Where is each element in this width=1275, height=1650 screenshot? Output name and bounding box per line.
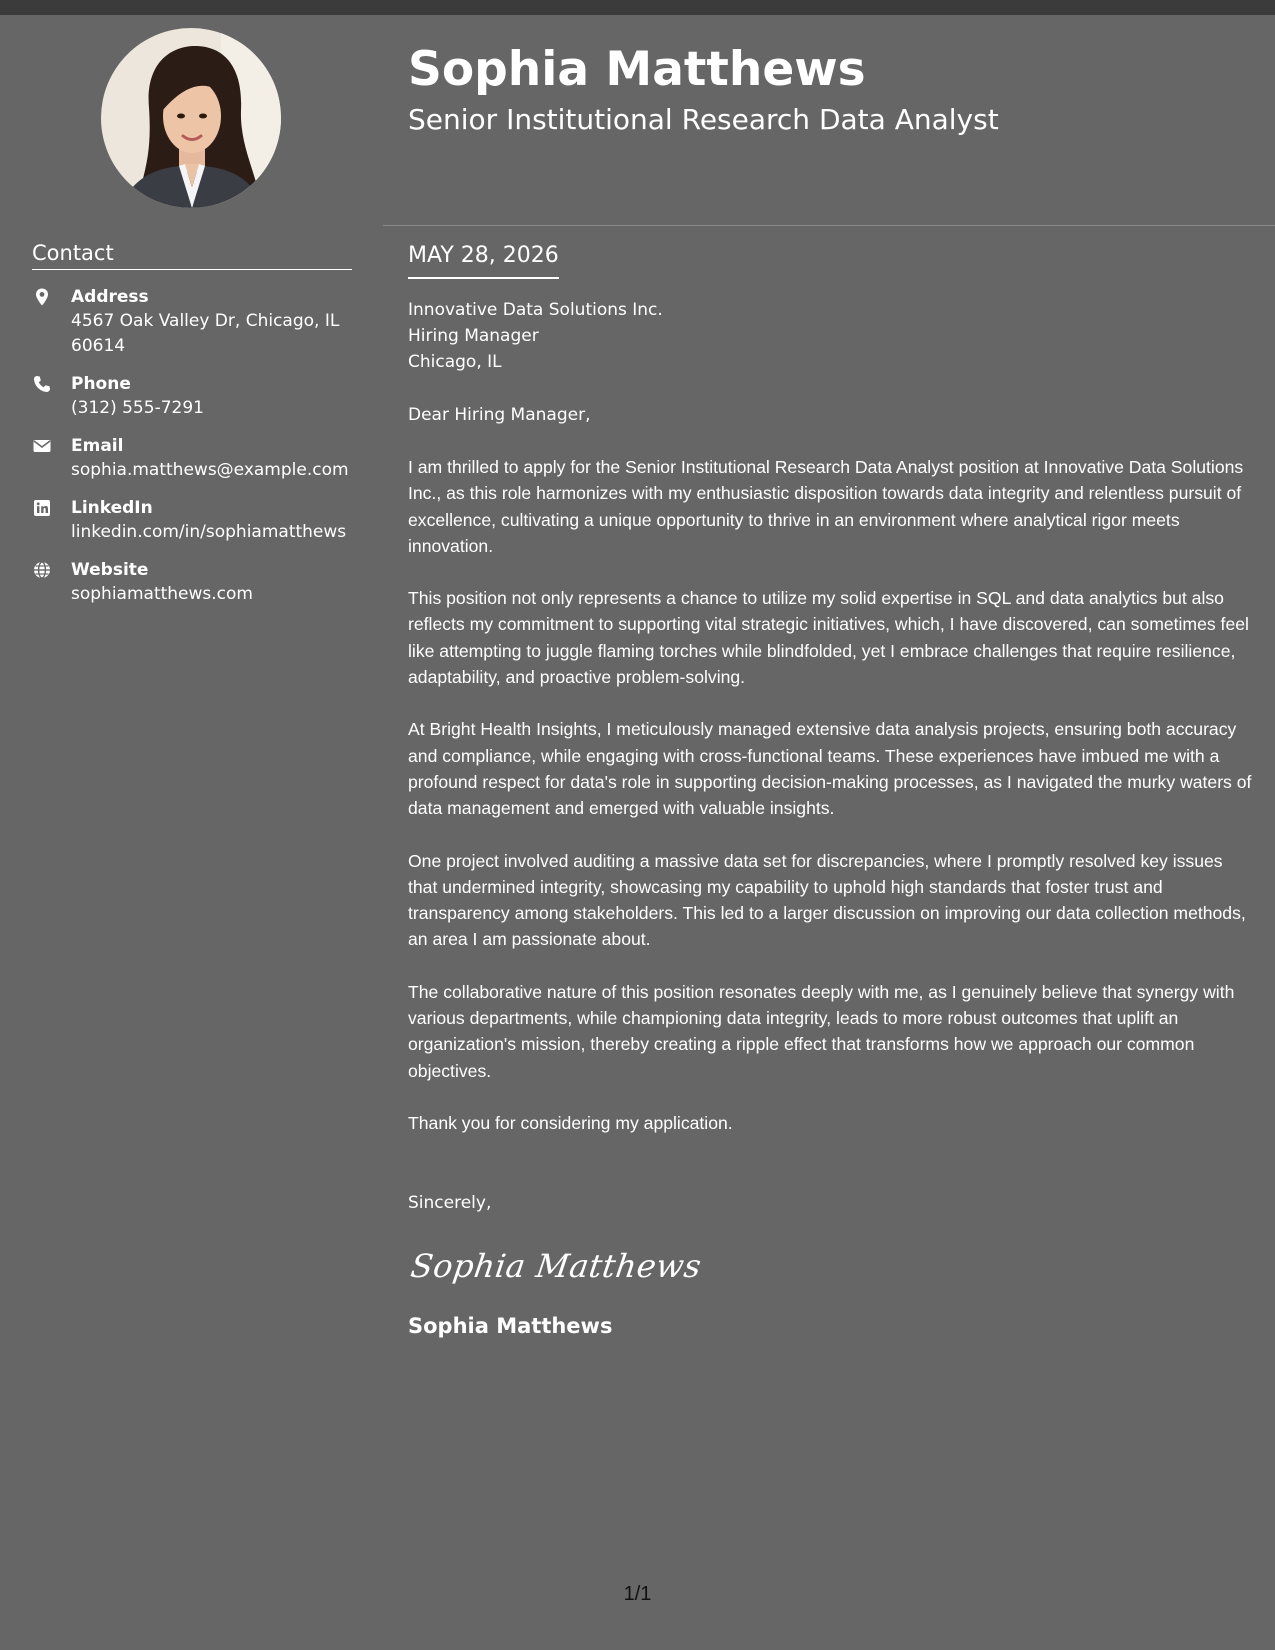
envelope-icon xyxy=(32,436,52,456)
email-link[interactable]: sophia.matthews@example.com xyxy=(71,460,349,480)
letter-date: MAY 28, 2026 xyxy=(408,241,559,279)
website-link[interactable]: sophiamatthews.com xyxy=(71,584,253,604)
letter-paragraph-5: The collaborative nature of this position resonates deeply with me, as I genuinely believe that synergy with various departments, while championing data integrity, leads to more robust outcomes that uplift an organization's mission, thereby creating a ripple effect that transforms how we approach our common objectives. xyxy=(408,981,1235,1081)
contact-heading: Contact xyxy=(32,241,352,270)
contact-item-phone xyxy=(32,372,362,421)
cover-letter-page xyxy=(0,15,1275,1650)
letter-header xyxy=(383,15,1275,226)
contact-item-address xyxy=(32,285,362,359)
phone-icon xyxy=(32,374,52,394)
letter-paragraph-1: I am thrilled to apply for the Senior Institutional Research Data Analyst position at Innovative Data Solutions Inc., as this role harmonizes with my enthusiastic disposition towards data integrity and relentless pursuit of excellence, cultivating a unique opportunity to thrive in an environment where analytical rigor meets innovation. xyxy=(408,457,1244,556)
letter-paragraph-4: One project involved auditing a massive data set for discrepancies, where I promptly resolved key issues that undermined integrity, showcasing my capability to uphold high standards that foster trust and transparency among stakeholders. This led to a larger discussion on improving our data collection methods, an area I am passionate about. xyxy=(408,850,1246,950)
viewer-top-bar xyxy=(0,0,1275,15)
map-pin-icon xyxy=(32,287,52,307)
address-label: Address xyxy=(71,287,149,307)
contact-item-email xyxy=(32,434,362,483)
sidebar xyxy=(0,15,383,1650)
salutation: Dear Hiring Manager, xyxy=(408,405,591,425)
printed-name: Sophia Matthews xyxy=(408,1314,613,1339)
contact-list xyxy=(32,285,362,620)
linkedin-link[interactable]: linkedin.com/in/sophiamatthews xyxy=(71,522,347,542)
phone-label: Phone xyxy=(71,374,131,394)
profile-photo-icon xyxy=(101,28,281,208)
recipient-location: Chicago, IL xyxy=(408,352,502,372)
handwritten-signature: Sophia Matthews xyxy=(408,1247,704,1286)
phone-link[interactable]: (312) 555-7291 xyxy=(71,398,204,418)
job-title: Senior Institutional Research Data Analyst xyxy=(408,103,999,136)
letter-paragraph-6: Thank you for considering my application. xyxy=(408,1112,733,1133)
letter-paragraph-3: At Bright Health Insights, I meticulously managed extensive data analysis projects, ensuring both accuracy and compliance, while engaging with cross-functional teams. These experiences have imbued me with a profound respect for data's role in supporting decision-making processes, as I navigated the murky waters of data management and emerged with valuable insights. xyxy=(408,719,1252,819)
linkedin-icon xyxy=(32,498,52,518)
letter-body xyxy=(408,241,1253,1340)
recipient-company: Innovative Data Solutions Inc. xyxy=(408,300,663,320)
address-value: 4567 Oak Valley Dr, Chicago, IL 60614 xyxy=(71,311,340,356)
contact-item-linkedin xyxy=(32,496,362,545)
contact-item-website xyxy=(32,558,362,607)
applicant-name: Sophia Matthews xyxy=(408,42,866,97)
globe-icon xyxy=(32,560,52,580)
recipient-block xyxy=(408,297,1253,375)
recipient-attention: Hiring Manager xyxy=(408,326,539,346)
avatar xyxy=(101,28,281,208)
website-label: Website xyxy=(71,560,149,580)
linkedin-label: LinkedIn xyxy=(71,498,153,518)
letter-paragraph-2: This position not only represents a chance to utilize my solid expertise in SQL and data analytics but also reflects my commitment to supporting vital strategic initiatives, which, I have discovered, can sometimes feel like attempting to juggle flaming torches while blindfolded, yet I embrace challenges that require resilience, adaptability, and proactive problem-solving. xyxy=(408,588,1249,688)
page-number: 1/1 xyxy=(623,1583,652,1605)
email-label: Email xyxy=(71,436,124,456)
closing: Sincerely, xyxy=(408,1193,492,1214)
